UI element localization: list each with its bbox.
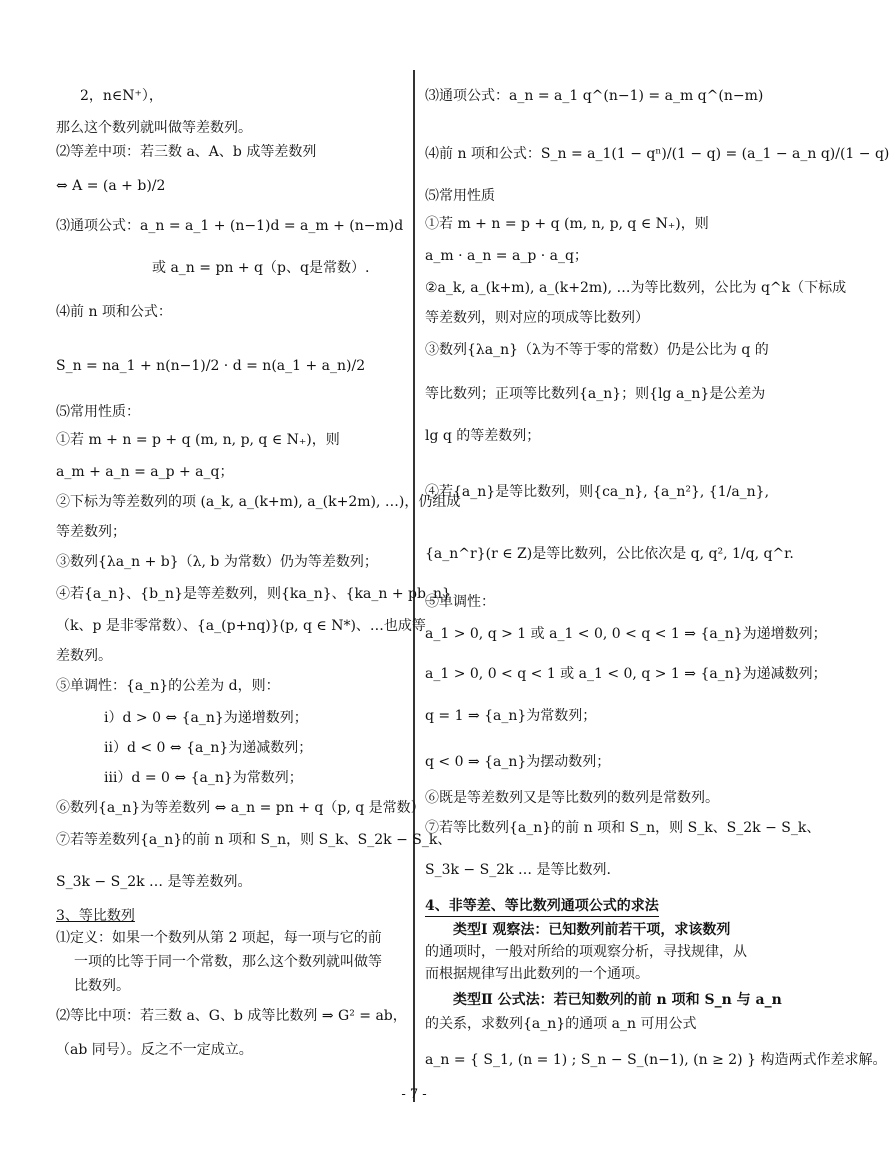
right-line: ⑸常用性质 bbox=[425, 188, 495, 204]
left-line: ②下标为等差数列的项 (a_k, a_(k+m), a_(k+2m), …)，仍组成 bbox=[56, 494, 461, 510]
right-line: 4、非等差、等比数列通项公式的求法 bbox=[425, 896, 659, 917]
left-line: ⅰ）d > 0 ⇔ {a_n}为递增数列； bbox=[104, 710, 308, 726]
left-line: ⑵等差中项：若三数 a、A、b 成等差数列 bbox=[56, 144, 317, 160]
left-line: a_m + a_n = a_p + a_q； bbox=[56, 464, 234, 480]
right-line: 的关系，求数列{a_n}的通项 a_n 可用公式 bbox=[425, 1016, 697, 1032]
right-line: ②a_k, a_(k+m), a_(k+2m), …为等比数列，公比为 q^k（下标成 bbox=[425, 280, 847, 296]
right-line: ⑦若等比数列{a_n}的前 n 项和 S_n，则 S_k、S_2k − S_k、 bbox=[425, 820, 821, 836]
right-line: 等比数列；正项等比数列{a_n}；则{lg a_n}是公差为 bbox=[425, 386, 766, 402]
left-line: 等差数列； bbox=[56, 524, 126, 540]
right-line: 类型Ⅱ 公式法：若已知数列的前 n 项和 S_n 与 a_n bbox=[453, 992, 782, 1008]
right-line: lg q 的等差数列； bbox=[425, 428, 541, 444]
left-line: ⇔ A = (a + b)/2 bbox=[56, 178, 166, 194]
left-line: 2，n∈N⁺）， bbox=[80, 88, 163, 104]
left-line: 或 a_n = pn + q（p、q是常数）. bbox=[152, 260, 370, 276]
right-line: ①若 m + n = p + q (m, n, p, q ∈ N₊)，则 bbox=[425, 216, 709, 232]
left-line: ①若 m + n = p + q (m, n, p, q ∈ N₊)，则 bbox=[56, 432, 340, 448]
left-line: ⑦若等差数列{a_n}的前 n 项和 S_n，则 S_k、S_2k − S_k、 bbox=[56, 832, 452, 848]
left-line: （k、p 是非零常数）、{a_(p+nq)}(p, q ∈ N*)、…也成等 bbox=[56, 618, 426, 634]
right-line: ③数列{λa_n}（λ为不等于零的常数）仍是公比为 q 的 bbox=[425, 342, 769, 358]
left-line: ⑴定义：如果一个数列从第 2 项起，每一项与它的前 bbox=[56, 930, 382, 946]
right-line: 而根据规律写出此数列的一个通项。 bbox=[425, 966, 649, 982]
right-line: ⑤单调性： bbox=[425, 594, 495, 610]
right-line: a_m · a_n = a_p · a_q； bbox=[425, 248, 588, 264]
right-line: {a_n^r}(r ∈ Z)是等比数列，公比依次是 q, q², 1/q, q^r. bbox=[425, 546, 794, 562]
left-line: ⑸常用性质： bbox=[56, 404, 140, 420]
right-line: 类型Ⅰ 观察法：已知数列前若干项，求该数列 bbox=[453, 922, 731, 938]
left-line: 比数列。 bbox=[74, 978, 130, 994]
left-line: ⑵等比中项：若三数 a、G、b 成等比数列 ⇒ G² = ab， bbox=[56, 1008, 407, 1024]
right-line: 等差数列，则对应的项成等比数列） bbox=[425, 310, 649, 326]
left-line: ⑶通项公式：a_n = a_1 + (n−1)d = a_m + (n−m)d bbox=[56, 218, 404, 234]
left-line: ⅱ）d < 0 ⇔ {a_n}为递减数列； bbox=[104, 740, 313, 756]
left-line: 差数列。 bbox=[56, 648, 112, 664]
right-line: ④若{a_n}是等比数列，则{ca_n}, {a_n²}, {1/a_n}, bbox=[425, 484, 770, 500]
right-line: q < 0 ⇒ {a_n}为摆动数列； bbox=[425, 754, 611, 770]
page-number: - 7 - bbox=[401, 1087, 427, 1102]
left-line: ④若{a_n}、{b_n}是等差数列，则{ka_n}、{ka_n + pb_n} bbox=[56, 586, 451, 602]
right-line: ⑶通项公式：a_n = a_1 q^(n−1) = a_m q^(n−m) bbox=[425, 88, 764, 104]
left-line: 那么这个数列就叫做等差数列。 bbox=[56, 120, 252, 136]
right-line: a_1 > 0, q > 1 或 a_1 < 0, 0 < q < 1 ⇒ {a_n}为递增数列； bbox=[425, 626, 827, 642]
right-line: 的通项时，一般对所给的项观察分析，寻找规律，从 bbox=[425, 944, 747, 960]
right-line: a_n = { S_1, (n = 1) ; S_n − S_(n−1), (n ≥ 2) } 构造两式作差求解。 bbox=[425, 1052, 887, 1068]
left-line: ⑷前 n 项和公式： bbox=[56, 304, 172, 320]
left-line: ⅲ）d = 0 ⇔ {a_n}为常数列； bbox=[104, 770, 303, 786]
left-line: S_n = na_1 + n(n−1)/2 · d = n(a_1 + a_n)/2 bbox=[56, 358, 366, 374]
left-line: （ab 同号）。反之不一定成立。 bbox=[56, 1042, 253, 1058]
left-line: ⑤单调性：{a_n}的公差为 d，则： bbox=[56, 678, 280, 694]
left-line: ⑥数列{a_n}为等差数列 ⇔ a_n = pn + q（p, q 是常数） bbox=[56, 800, 425, 816]
right-line: q = 1 ⇒ {a_n}为常数列； bbox=[425, 708, 597, 724]
left-line: 一项的比等于同一个常数，那么这个数列就叫做等 bbox=[74, 954, 382, 970]
right-line: ⑥既是等差数列又是等比数列的数列是常数列。 bbox=[425, 790, 719, 806]
right-line: ⑷前 n 项和公式：S_n = a_1(1 − qⁿ)/(1 − q) = (a_1 − a_n q)/(1 − q) bbox=[425, 146, 889, 162]
right-line: S_3k − S_2k … 是等比数列. bbox=[425, 862, 611, 878]
left-line: 3、等比数列 bbox=[56, 908, 135, 924]
right-line: a_1 > 0, 0 < q < 1 或 a_1 < 0, q > 1 ⇒ {a_n}为递减数列； bbox=[425, 666, 827, 682]
left-line: S_3k − S_2k … 是等差数列。 bbox=[56, 874, 252, 890]
left-line: ③数列{λa_n + b}（λ, b 为常数）仍为等差数列； bbox=[56, 554, 378, 570]
